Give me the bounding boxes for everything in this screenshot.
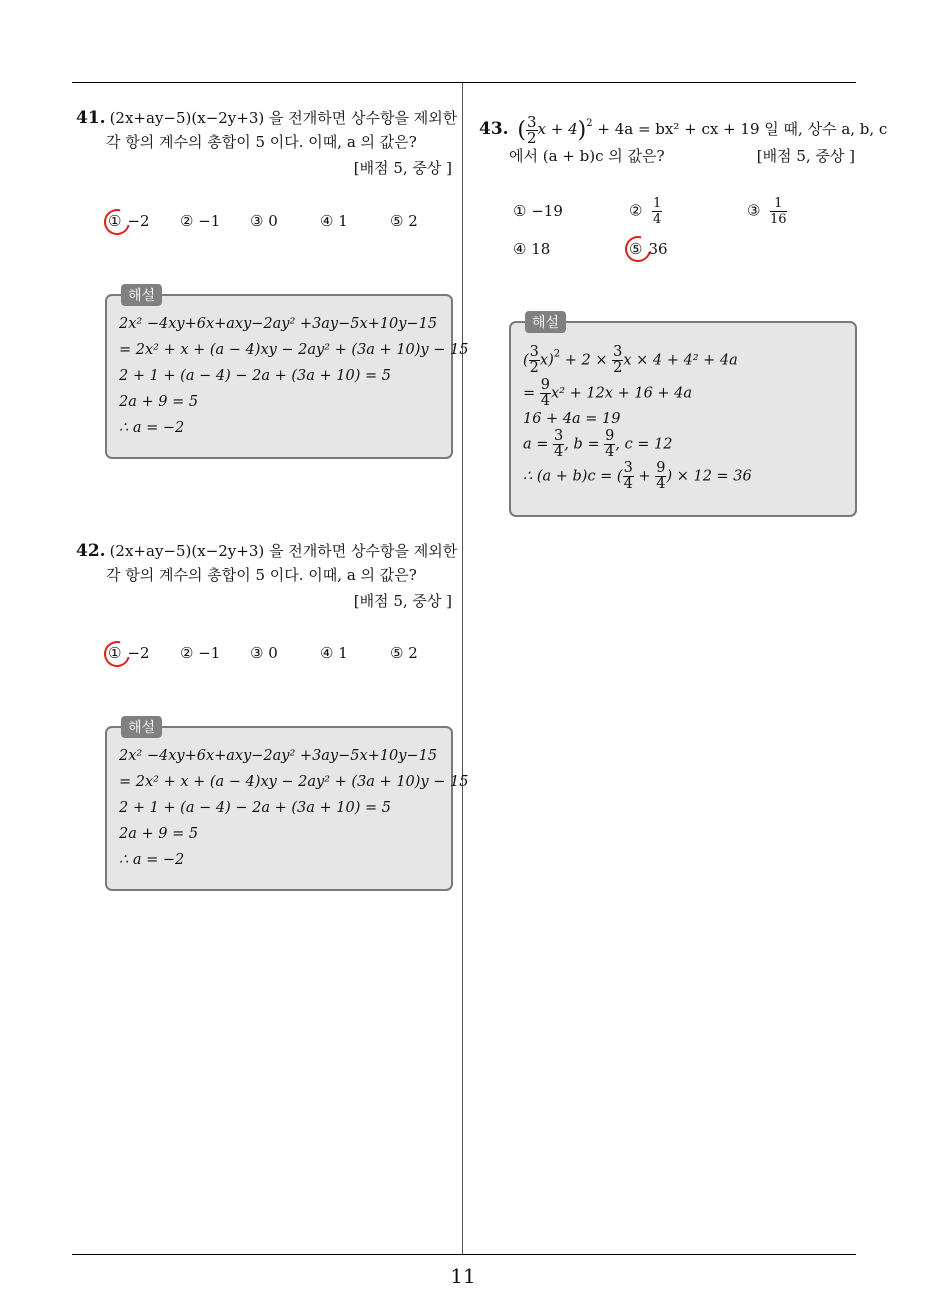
problem-number: 41. — [76, 108, 106, 128]
choice-4[interactable]: ④ 1 — [320, 644, 348, 662]
solution-line-3: 2 + 1 + (a − 4) − 2a + (3a + 10) = 5 — [119, 800, 391, 816]
choice-3[interactable]: ③ 0 — [250, 644, 278, 662]
solution-line-4: 2a + 9 = 5 — [119, 394, 199, 410]
solution-line-2: = 2x² + x + (a − 4)xy − 2ay² + (3a + 10)y − 15 — [119, 342, 469, 358]
question-line-1: (2x+ay−5)(x−2y+3) 을 전개하면 상수항을 제외한 — [109, 542, 458, 560]
column-divider — [462, 83, 463, 1255]
solution-line-4: 2a + 9 = 5 — [119, 826, 199, 842]
problem-number: 42. — [76, 541, 106, 561]
solution-line-1: 2x² −4xy+6x+axy−2ay² +3ay−5x+10y−15 — [119, 316, 438, 332]
choices-43 — [513, 196, 853, 266]
problem-43 — [479, 112, 888, 168]
problem-42 — [76, 539, 458, 613]
question-line-1: (2x+ay−5)(x−2y+3) 을 전개하면 상수항을 제외한 — [109, 109, 458, 127]
choice-1[interactable]: ① −2 — [108, 644, 150, 662]
choice-4[interactable]: ④ 1 — [320, 212, 348, 230]
problem-number: 43. — [479, 119, 509, 139]
solution-tag: 해설 — [121, 716, 162, 738]
question-line-2: 에서 (a + b)c 의 값은? — [509, 146, 665, 165]
solution-box-42 — [105, 720, 469, 891]
solution-tag: 해설 — [121, 284, 162, 306]
choice-1[interactable]: ① −19 — [513, 202, 563, 220]
choice-5[interactable]: ⑤ 2 — [390, 644, 418, 662]
solution-line-5: ∴ (a + b)c = ( $\frac{3}{4}$ + $\frac{9}{4}$ ) × 12 = 36 — [523, 460, 752, 492]
choice-3[interactable]: ③ 0 — [250, 212, 278, 230]
choice-2[interactable]: ② −1 — [180, 644, 221, 662]
solution-line-2: = $\frac{9}{4}$ x² + 12x + 16 + 4a — [523, 377, 693, 409]
solution-box-43 — [509, 315, 857, 517]
score-label: [배점 5, 중상 ] — [756, 146, 855, 165]
score-label: [배점 5, 중상 ] — [353, 592, 452, 610]
solution-line-3: 16 + 4a = 19 — [523, 411, 621, 427]
solution-line-1: 2x² −4xy+6x+axy−2ay² +3ay−5x+10y−15 — [119, 748, 438, 764]
choice-3[interactable]: ③ $\frac{1}{16}$ — [747, 196, 787, 227]
solution-line-1: ( $\frac{3}{2}$ x)$^2$ + 2 × $\frac{3}{2}$ x × 4 + 4² + 4a — [523, 344, 738, 376]
bottom-rule — [72, 1254, 856, 1255]
question-line-2: 각 항의 계수의 총합이 5 이다. 이때, a 의 값은? — [106, 566, 417, 584]
choice-5[interactable]: ⑤ 2 — [390, 212, 418, 230]
choice-1[interactable]: ① −2 — [108, 212, 150, 230]
solution-line-5: ∴ a = −2 — [119, 852, 185, 868]
solution-line-3: 2 + 1 + (a − 4) − 2a + (3a + 10) = 5 — [119, 368, 391, 384]
question-expression: ( $\frac{3}{2}$ x + 4)$^2$ — [517, 112, 593, 147]
solution-line-5: ∴ a = −2 — [119, 420, 185, 436]
score-label: [배점 5, 중상 ] — [353, 159, 452, 177]
top-rule — [72, 82, 856, 83]
solution-line-2: = 2x² + x + (a − 4)xy − 2ay² + (3a + 10)y − 15 — [119, 774, 469, 790]
choice-2[interactable]: ② −1 — [180, 212, 221, 230]
solution-line-4: a = $\frac{3}{4}$ , b = $\frac{9}{4}$ , c = 12 — [523, 428, 673, 460]
solution-tag: 해설 — [525, 311, 566, 333]
choice-4[interactable]: ④ 18 — [513, 240, 551, 258]
page-number: 11 — [450, 1264, 476, 1288]
choice-2[interactable]: ② $\frac{1}{4}$ — [629, 196, 662, 227]
question-line-1-tail: + 4a = bx² + cx + 19 일 때, 상수 a, b, c — [597, 120, 888, 138]
solution-box-41 — [105, 288, 469, 459]
question-line-2: 각 항의 계수의 총합이 5 이다. 이때, a 의 값은? — [106, 133, 417, 151]
choice-5[interactable]: ⑤ 36 — [629, 240, 668, 258]
problem-41 — [76, 106, 458, 180]
